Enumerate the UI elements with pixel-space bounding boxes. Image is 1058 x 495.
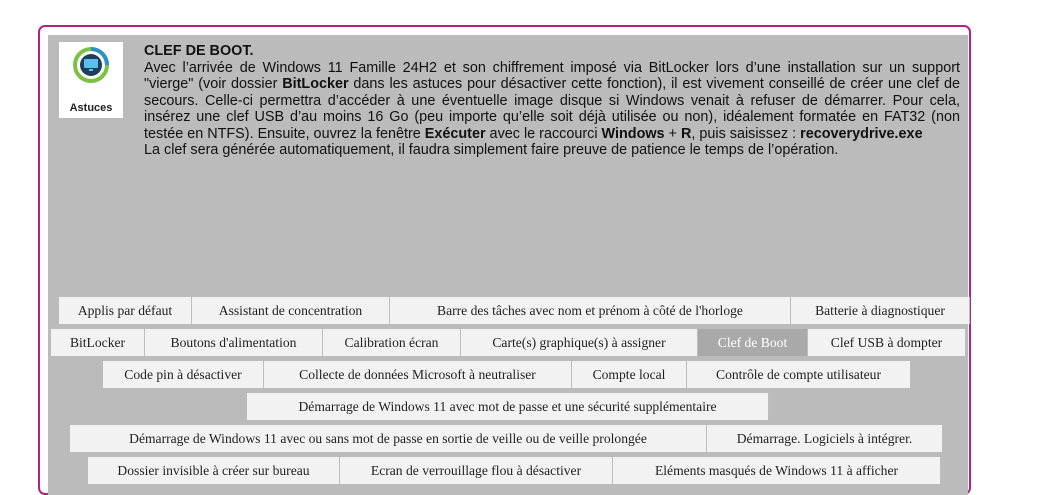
- r-key-emphasis: R: [680, 125, 692, 142]
- tab-demarrage-securite[interactable]: Démarrage de Windows 11 avec mot de passe et une sécurité supplémentaire: [247, 393, 769, 420]
- tab-controle-compte[interactable]: Contrôle de compte utilisateur: [687, 361, 911, 388]
- tab-collecte-donnees[interactable]: Collecte de données Microsoft à neutraliser: [264, 361, 572, 388]
- text-segment: avec le raccourci: [485, 125, 602, 142]
- command-emphasis: recoverydrive.exe: [800, 125, 923, 142]
- tip-paragraph-2: La clef sera générée automatiquement, il faudra simplement faire preuve de patience le temps de l’opération.: [144, 142, 839, 158]
- text-segment: , puis saisissez :: [691, 125, 801, 142]
- tab-barre-des-taches[interactable]: Barre des tâches avec nom et prénom à côté de l'horloge: [390, 297, 791, 324]
- tab-demarrage-logiciels[interactable]: Démarrage. Logiciels à intégrer.: [707, 425, 943, 452]
- tab-code-pin[interactable]: Code pin à désactiver: [103, 361, 264, 388]
- tab-applis-par-defaut[interactable]: Applis par défaut: [59, 297, 192, 324]
- tip-panel: [48, 35, 968, 495]
- windows-key-emphasis: Windows: [601, 125, 665, 142]
- text-segment: Avec l’arrivée de Windows 11 Famille 24H2 et son chiffrement imposé via BitLocker lors d’une installation sur un support "vierge" (voir dossier: [144, 59, 960, 92]
- tab-dossier-invisible[interactable]: Dossier invisible à créer sur bureau: [88, 457, 340, 484]
- monitor-icon: [73, 47, 109, 99]
- tab-elements-masques[interactable]: Eléments masqués de Windows 11 à afficher: [613, 457, 941, 484]
- tab-batterie[interactable]: Batterie à diagnostiquer: [791, 297, 970, 324]
- tab-clef-usb[interactable]: Clef USB à dompter: [808, 329, 966, 356]
- astuces-logo: [59, 42, 123, 118]
- tab-clef-de-boot[interactable]: Clef de Boot: [698, 329, 808, 356]
- tab-ecran-verrouillage[interactable]: Ecran de verrouillage flou à désactiver: [340, 457, 613, 484]
- text-segment: +: [664, 125, 681, 142]
- tip-frame: [38, 25, 971, 495]
- tab-bitlocker[interactable]: BitLocker: [51, 329, 145, 356]
- text-segment: dans les astuces pour désactiver cette fonction), il est vivement conseillé de créer une clef de secours. Celle-ci permettra d’accéder à une éventuelle image disque si Windows venait à refuser de démarrer. Pour cela, insérez une clef USB d’au moins 16 Go (peu importe qu’elle soit déjà utilisée ou non), idéalement formatée en FAT32 (non testée en NTFS). Ensuite, ouvrez la fenêtre: [144, 76, 960, 142]
- tip-text: [144, 43, 960, 159]
- bitlocker-emphasis: BitLocker: [282, 76, 349, 92]
- tab-compte-local[interactable]: Compte local: [572, 361, 687, 388]
- tab-boutons-alimentation[interactable]: Boutons d'alimentation: [145, 329, 323, 356]
- tip-title: CLEF DE BOOT.: [144, 43, 254, 59]
- tip-paragraph-1: [144, 60, 960, 143]
- logo-label: Astuces: [69, 102, 113, 114]
- executer-emphasis: Exécuter: [424, 125, 486, 142]
- tab-demarrage-veille[interactable]: Démarrage de Windows 11 avec ou sans mot de passe en sortie de veille ou de veille prolongée: [70, 425, 707, 452]
- tab-calibration-ecran[interactable]: Calibration écran: [323, 329, 461, 356]
- tab-cartes-graphiques[interactable]: Carte(s) graphique(s) à assigner: [461, 329, 698, 356]
- tab-assistant-concentration[interactable]: Assistant de concentration: [192, 297, 390, 324]
